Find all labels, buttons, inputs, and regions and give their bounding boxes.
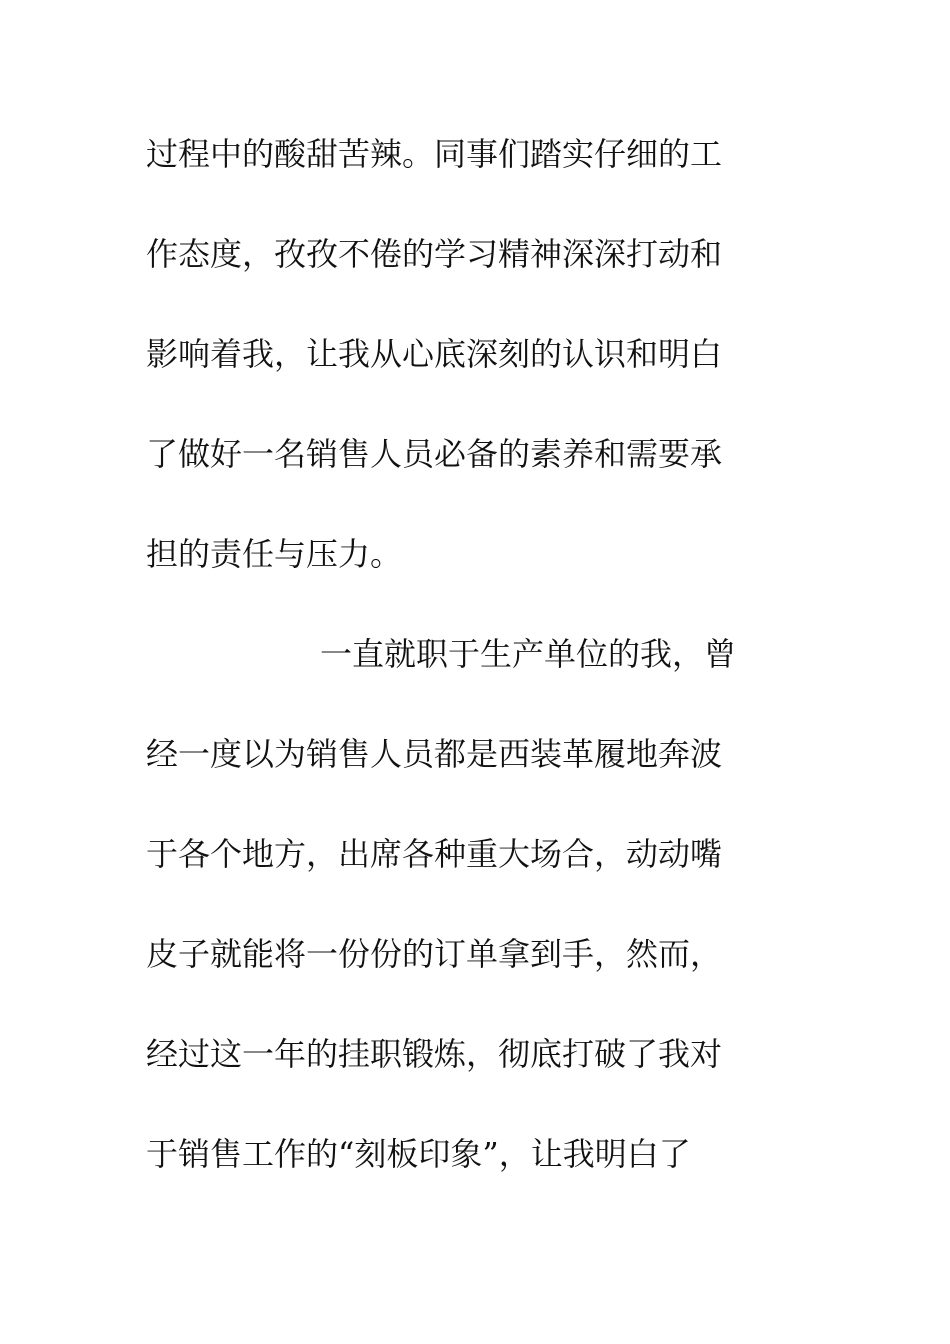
paragraph-start-line: 一直就职于生产单位的我，曾 [320, 635, 737, 673]
text-line: 于销售工作的“刻板印象”，让我明白了 [146, 1135, 691, 1173]
text-line: 经一度以为销售人员都是西装革履地奔波 [146, 735, 723, 773]
text-line: 了做好一名销售人员必备的素养和需要承 [146, 435, 723, 473]
text-line: 经过这一年的挂职锻炼，彻底打破了我对 [146, 1035, 723, 1073]
text-line: 皮子就能将一份份的订单拿到手，然而， [146, 935, 723, 973]
text-line: 担的责任与压力。 [146, 535, 403, 573]
text-line: 过程中的酸甜苦辣。同事们踏实仔细的工 [146, 135, 723, 173]
text-line: 影响着我，让我从心底深刻的认识和明白 [146, 335, 723, 373]
text-line: 作态度，孜孜不倦的学习精神深深打动和 [146, 235, 723, 273]
text-line: 于各个地方，出席各种重大场合，动动嘴 [146, 835, 723, 873]
body-text [146, 126, 786, 1226]
